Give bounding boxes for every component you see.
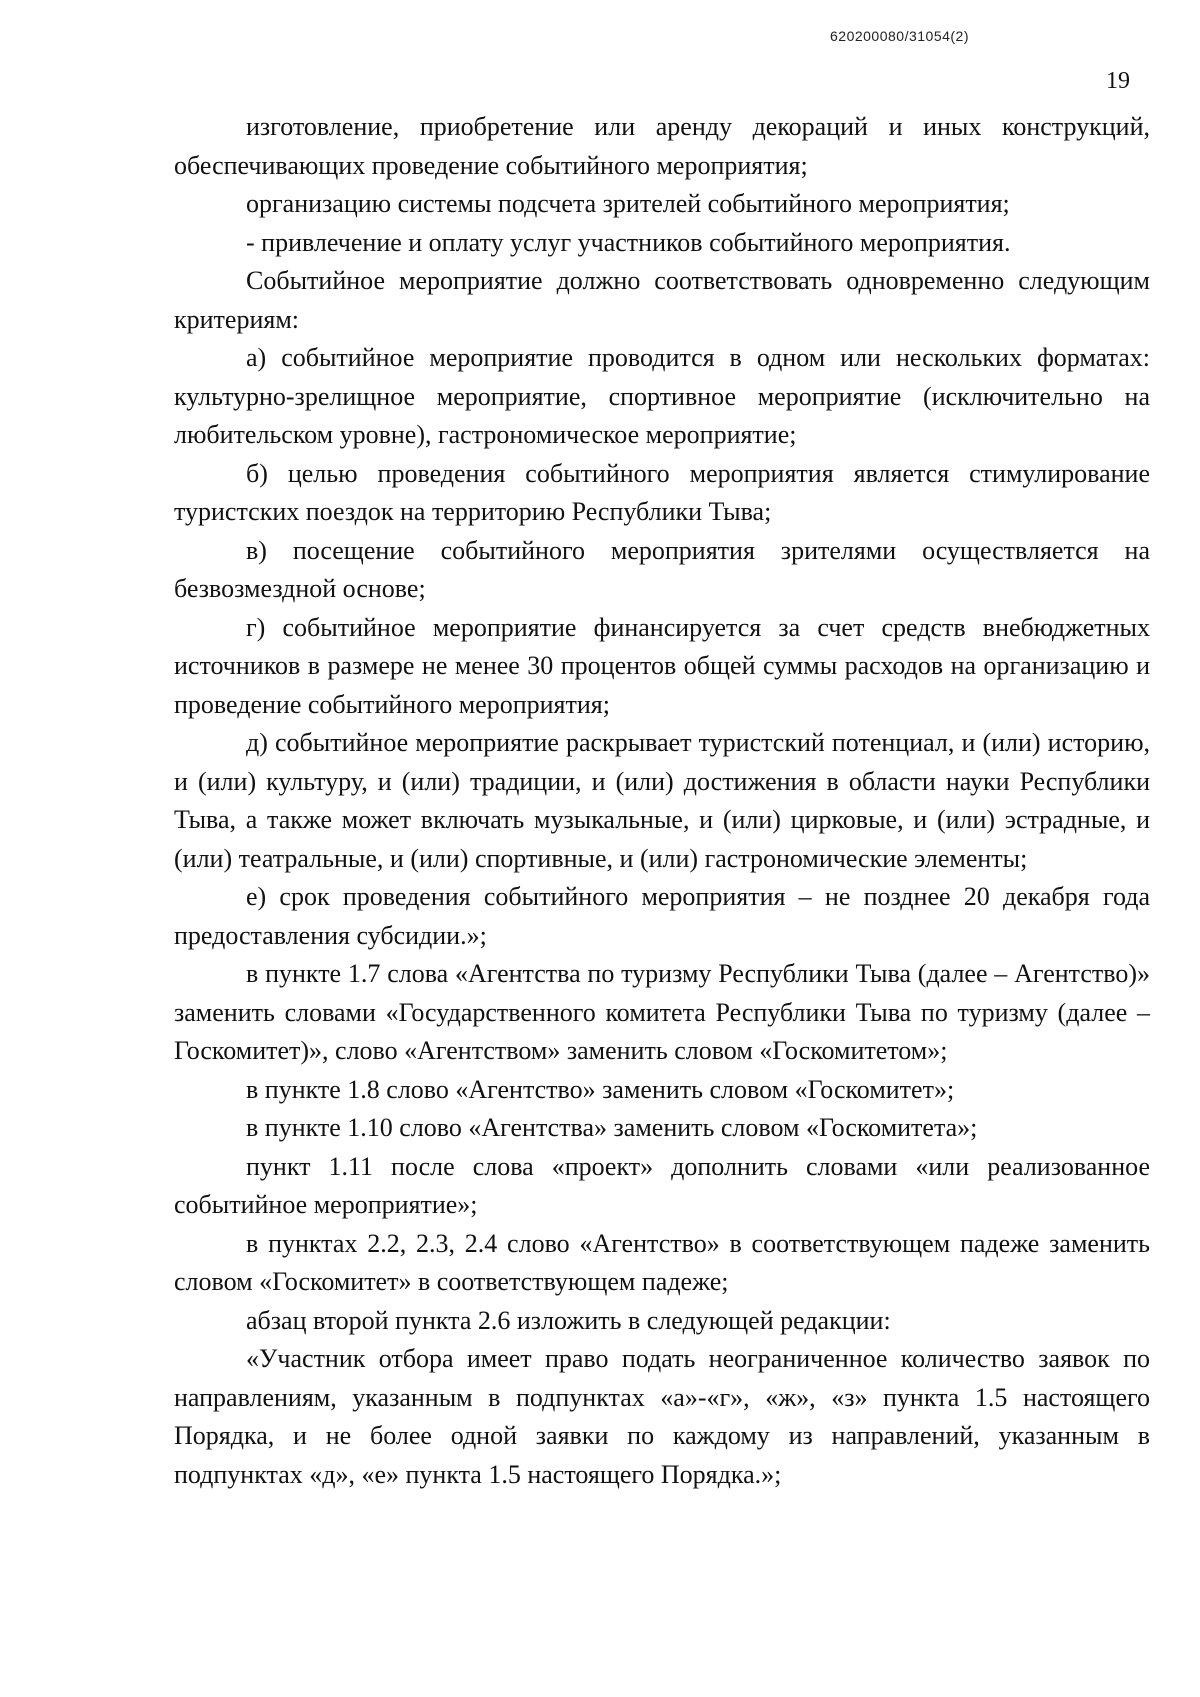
paragraph: пункт 1.11 после слова «проект» дополнить словами «или реализованное событийное мероприятие»;	[174, 1151, 1150, 1219]
page-number: 19	[1106, 68, 1130, 94]
paragraph: абзац второй пункта 2.6 изложить в следующей редакции:	[246, 1305, 891, 1335]
list-item: е) срок проведения событийного мероприятия – не позднее 20 декабря года предоставления субсидии.»;	[174, 882, 1150, 950]
paragraph: «Участник отбора имеет право подать неограниченное количество заявок по направлениям, указанным в подпунктах «а»-«г», «ж», «з» пункта 1.5 настоящего Порядка, и не более одной заявки по каждому из направлений, указанным в подпунктах «д», «е» пункта 1.5 настоящего Порядка.»;	[174, 1344, 1150, 1489]
paragraph: в пунктах 2.2, 2.3, 2.4 слово «Агентство» в соответствующем падеже заменить словом «Госкомитет» в соответствующем падеже;	[174, 1228, 1150, 1296]
document-id: 620200080/31054(2)	[830, 28, 970, 44]
paragraph: Событийное мероприятие должно соответствовать одновременно следующим критериям:	[174, 266, 1150, 334]
document-body	[174, 108, 1150, 1494]
list-item: в) посещение событийного мероприятия зрителями осуществляется на безвозмездной основе;	[174, 535, 1150, 603]
list-item: д) событийное мероприятие раскрывает туристский потенциал, и (или) историю, и (или) культуру, и (или) традиции, и (или) достижения в области науки Республики Тыва, а также может включать музыкальные, и (или) цирковые, и (или) эстрадные, и (или) театральные, и (или) спортивные, и (или) гастрономические элементы;	[174, 728, 1150, 873]
list-item: б) целью проведения событийного мероприятия является стимулирование туристских поездок на территорию Республики Тыва;	[174, 458, 1150, 526]
paragraph: изготовление, приобретение или аренду декораций и иных конструкций, обеспечивающих проведение событийного мероприятия;	[174, 112, 1150, 180]
paragraph: организацию системы подсчета зрителей событийного мероприятия;	[246, 189, 1010, 218]
paragraph: в пункте 1.10 слово «Агентства» заменить словом «Госкомитета»;	[246, 1113, 978, 1142]
paragraph: - привлечение и оплату услуг участников событийного мероприятия.	[246, 227, 1011, 257]
list-item: г) событийное мероприятие финансируется за счет средств внебюджетных источников в размере не менее 30 процентов общей суммы расходов на организацию и проведение событийного мероприятия;	[174, 612, 1150, 719]
paragraph: в пункте 1.8 слово «Агентство» заменить словом «Госкомитет»;	[246, 1074, 955, 1104]
paragraph: в пункте 1.7 слова «Агентства по туризму Республики Тыва (далее – Агентство)» заменить словами «Государственного комитета Республики Тыва по туризму (далее – Госкомитет)», слово «Агентством» заменить словом «Госкомитетом»;	[174, 959, 1150, 1065]
list-item: а) событийное мероприятие проводится в одном или нескольких форматах: культурно-зрелищное мероприятие, спортивное мероприятие (исключительно на любительском уровне), гастрономическое мероприятие;	[174, 343, 1150, 449]
